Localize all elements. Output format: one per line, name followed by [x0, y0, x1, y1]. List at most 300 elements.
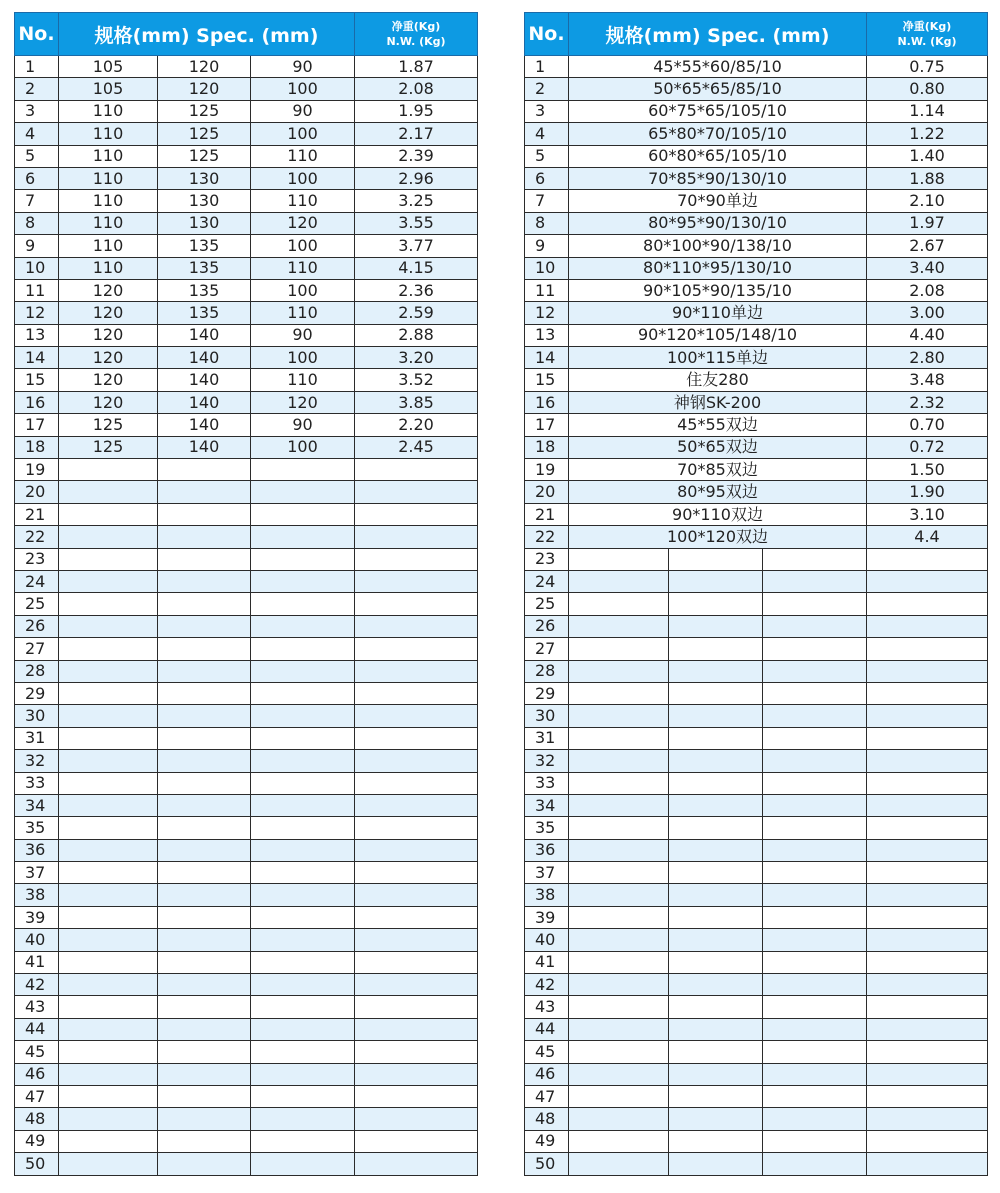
spec-cell-c	[763, 727, 867, 749]
table-row	[15, 302, 478, 324]
spec-length-cell	[251, 705, 355, 727]
net-weight-cell	[355, 906, 478, 928]
spec-outer-diameter-cell	[158, 503, 251, 525]
spec-outer-diameter-cell	[158, 570, 251, 592]
table-row	[15, 167, 478, 189]
row-number-cell: 5	[525, 145, 569, 167]
table-row	[525, 1153, 988, 1175]
spec-cell-b	[669, 884, 763, 906]
row-number-cell: 36	[15, 839, 59, 861]
table-row	[525, 974, 988, 996]
spec-cell-a	[569, 951, 669, 973]
net-weight-cell: 0.75	[867, 56, 988, 78]
spec-outer-diameter-cell	[158, 1085, 251, 1107]
row-number-cell: 2	[525, 78, 569, 100]
table-body	[15, 56, 478, 1176]
spec-outer-diameter-cell	[158, 772, 251, 794]
net-weight-cell	[355, 481, 478, 503]
spec-cell-c	[763, 974, 867, 996]
table-row	[525, 391, 988, 413]
table-row	[15, 570, 478, 592]
row-number-cell: 48	[525, 1108, 569, 1130]
spec-cell-a	[569, 548, 669, 570]
table-row	[15, 794, 478, 816]
spec-cell-c	[763, 638, 867, 660]
row-number-cell: 28	[15, 660, 59, 682]
row-number-cell: 12	[525, 302, 569, 324]
spec-cell-b	[669, 548, 763, 570]
spec-cell-b	[669, 794, 763, 816]
spec-length-cell	[251, 906, 355, 928]
spec-cell-b	[669, 862, 763, 884]
row-number-cell: 14	[15, 347, 59, 369]
row-number-cell: 27	[525, 638, 569, 660]
net-weight-cell	[867, 839, 988, 861]
spec-outer-diameter-cell: 140	[158, 369, 251, 391]
spec-outer-diameter-cell: 140	[158, 391, 251, 413]
spec-cell: 90*120*105/148/10	[569, 324, 867, 346]
table-row	[525, 615, 988, 637]
row-number-cell: 8	[15, 212, 59, 234]
table-row	[525, 459, 988, 481]
header-row	[525, 13, 988, 56]
row-number-cell: 9	[525, 235, 569, 257]
spec-inner-diameter-cell	[59, 638, 158, 660]
table-row	[15, 56, 478, 78]
net-weight-cell	[355, 1063, 478, 1085]
table-row	[525, 503, 988, 525]
table-row	[525, 772, 988, 794]
table-row	[15, 481, 478, 503]
table-row	[15, 436, 478, 458]
row-number-cell: 50	[15, 1153, 59, 1175]
row-number-cell: 21	[525, 503, 569, 525]
row-number-cell: 5	[15, 145, 59, 167]
spec-table-left	[14, 12, 478, 1176]
spec-cell: 90*105*90/135/10	[569, 279, 867, 301]
net-weight-cell: 3.25	[355, 190, 478, 212]
spec-outer-diameter-cell: 140	[158, 324, 251, 346]
net-weight-cell: 1.88	[867, 167, 988, 189]
spec-cell-b	[669, 817, 763, 839]
spec-cell-c	[763, 951, 867, 973]
net-weight-cell	[355, 705, 478, 727]
spec-cell-c	[763, 906, 867, 928]
spec-cell: 50*65双边	[569, 436, 867, 458]
row-number-cell: 47	[525, 1085, 569, 1107]
spec-length-cell	[251, 772, 355, 794]
net-weight-cell	[867, 638, 988, 660]
spec-cell: 神钢SK-200	[569, 391, 867, 413]
row-number-cell: 50	[525, 1153, 569, 1175]
table-row	[15, 279, 478, 301]
table-row	[525, 705, 988, 727]
spec-cell-a	[569, 996, 669, 1018]
spec-length-cell: 110	[251, 257, 355, 279]
row-number-cell: 7	[15, 190, 59, 212]
spec-length-cell	[251, 1041, 355, 1063]
spec-length-cell: 120	[251, 212, 355, 234]
net-weight-cell: 1.50	[867, 459, 988, 481]
net-weight-cell	[355, 817, 478, 839]
net-weight-cell: 2.08	[867, 279, 988, 301]
table-row	[525, 123, 988, 145]
net-weight-cell: 4.4	[867, 526, 988, 548]
row-number-cell: 30	[525, 705, 569, 727]
table-row	[15, 257, 478, 279]
row-number-cell: 33	[525, 772, 569, 794]
spec-length-cell: 90	[251, 324, 355, 346]
table-row	[15, 1153, 478, 1175]
spec-cell: 100*120双边	[569, 526, 867, 548]
spec-inner-diameter-cell	[59, 929, 158, 951]
spec-inner-diameter-cell: 120	[59, 391, 158, 413]
table-row	[525, 1018, 988, 1040]
table-row	[15, 750, 478, 772]
spec-outer-diameter-cell: 125	[158, 123, 251, 145]
spec-cell: 45*55双边	[569, 414, 867, 436]
spec-length-cell	[251, 1130, 355, 1152]
spec-inner-diameter-cell	[59, 1085, 158, 1107]
net-weight-cell: 1.22	[867, 123, 988, 145]
net-weight-cell	[867, 570, 988, 592]
spec-cell-a	[569, 1153, 669, 1175]
table-row	[15, 78, 478, 100]
spec-inner-diameter-cell	[59, 951, 158, 973]
spec-outer-diameter-cell	[158, 1130, 251, 1152]
net-weight-cell	[355, 750, 478, 772]
spec-cell: 80*95双边	[569, 481, 867, 503]
spec-inner-diameter-cell	[59, 1130, 158, 1152]
table-row	[525, 750, 988, 772]
table-row	[15, 615, 478, 637]
spec-inner-diameter-cell	[59, 526, 158, 548]
spec-inner-diameter-cell	[59, 660, 158, 682]
row-number-cell: 43	[525, 996, 569, 1018]
spec-inner-diameter-cell	[59, 1108, 158, 1130]
net-weight-cell: 2.45	[355, 436, 478, 458]
net-weight-cell: 2.67	[867, 235, 988, 257]
spec-outer-diameter-cell	[158, 884, 251, 906]
spec-cell-b	[669, 682, 763, 704]
spec-cell-a	[569, 862, 669, 884]
spec-cell-a	[569, 929, 669, 951]
spec-inner-diameter-cell	[59, 1041, 158, 1063]
spec-cell: 70*85双边	[569, 459, 867, 481]
spec-outer-diameter-cell	[158, 1108, 251, 1130]
table-row	[525, 638, 988, 660]
spec-cell: 80*100*90/138/10	[569, 235, 867, 257]
spec-inner-diameter-cell	[59, 481, 158, 503]
row-number-cell: 26	[15, 615, 59, 637]
table-row	[525, 257, 988, 279]
spec-outer-diameter-cell	[158, 862, 251, 884]
net-weight-cell: 2.80	[867, 347, 988, 369]
spec-length-cell: 100	[251, 235, 355, 257]
spec-inner-diameter-cell	[59, 817, 158, 839]
spec-cell-b	[669, 705, 763, 727]
table-row	[15, 1063, 478, 1085]
spec-length-cell	[251, 817, 355, 839]
spec-cell-a	[569, 570, 669, 592]
table-row	[15, 503, 478, 525]
spec-cell: 70*90单边	[569, 190, 867, 212]
spec-cell-c	[763, 1130, 867, 1152]
spec-inner-diameter-cell	[59, 503, 158, 525]
row-number-cell: 24	[525, 570, 569, 592]
spec-cell-b	[669, 1108, 763, 1130]
row-number-cell: 24	[15, 570, 59, 592]
row-number-cell: 3	[15, 100, 59, 122]
table-row	[15, 951, 478, 973]
spec-cell: 100*115单边	[569, 347, 867, 369]
net-weight-cell	[867, 682, 988, 704]
net-weight-cell	[355, 884, 478, 906]
table-row	[15, 1130, 478, 1152]
net-weight-cell	[355, 929, 478, 951]
spec-cell: 60*80*65/105/10	[569, 145, 867, 167]
table-row	[525, 100, 988, 122]
spec-cell-b	[669, 660, 763, 682]
spec-outer-diameter-cell: 140	[158, 414, 251, 436]
net-weight-cell: 4.15	[355, 257, 478, 279]
spec-cell-b	[669, 750, 763, 772]
spec-outer-diameter-cell	[158, 638, 251, 660]
spec-length-cell: 90	[251, 414, 355, 436]
row-number-cell: 18	[15, 436, 59, 458]
row-number-cell: 34	[15, 794, 59, 816]
spec-length-cell	[251, 727, 355, 749]
net-weight-cell: 2.08	[355, 78, 478, 100]
spec-cell-b	[669, 839, 763, 861]
table-row	[525, 593, 988, 615]
net-weight-cell	[355, 682, 478, 704]
spec-outer-diameter-cell	[158, 929, 251, 951]
spec-cell: 70*85*90/130/10	[569, 167, 867, 189]
net-weight-cell	[867, 906, 988, 928]
row-number-cell: 35	[525, 817, 569, 839]
row-number-cell: 38	[15, 884, 59, 906]
row-number-cell: 29	[15, 682, 59, 704]
spec-length-cell	[251, 750, 355, 772]
table-row	[15, 235, 478, 257]
spec-inner-diameter-cell: 110	[59, 167, 158, 189]
net-weight-cell	[867, 615, 988, 637]
net-weight-cell: 0.70	[867, 414, 988, 436]
spec-cell-a	[569, 705, 669, 727]
row-number-cell: 29	[525, 682, 569, 704]
net-weight-cell	[867, 929, 988, 951]
spec-inner-diameter-cell: 120	[59, 302, 158, 324]
spec-outer-diameter-cell	[158, 1018, 251, 1040]
spec-cell-b	[669, 951, 763, 973]
net-weight-cell	[867, 727, 988, 749]
spec-inner-diameter-cell	[59, 727, 158, 749]
spec-outer-diameter-cell: 130	[158, 167, 251, 189]
net-weight-cell: 1.14	[867, 100, 988, 122]
spec-cell-c	[763, 705, 867, 727]
table-row	[525, 279, 988, 301]
spec-cell: 80*95*90/130/10	[569, 212, 867, 234]
spec-cell: 90*110双边	[569, 503, 867, 525]
spec-inner-diameter-cell: 120	[59, 369, 158, 391]
table-row	[525, 727, 988, 749]
row-number-cell: 28	[525, 660, 569, 682]
row-number-cell: 41	[15, 951, 59, 973]
spec-cell-b	[669, 727, 763, 749]
net-weight-cell: 3.55	[355, 212, 478, 234]
net-weight-cell: 2.39	[355, 145, 478, 167]
spec-inner-diameter-cell	[59, 548, 158, 570]
spec-outer-diameter-cell	[158, 593, 251, 615]
net-weight-cell	[867, 1041, 988, 1063]
spec-cell-a	[569, 593, 669, 615]
spec-cell-b	[669, 1063, 763, 1085]
table-row	[525, 347, 988, 369]
net-weight-cell	[355, 526, 478, 548]
net-weight-cell: 2.36	[355, 279, 478, 301]
spec-outer-diameter-cell	[158, 794, 251, 816]
net-weight-cell: 2.59	[355, 302, 478, 324]
net-weight-cell	[355, 1153, 478, 1175]
spec-length-cell	[251, 996, 355, 1018]
table-row	[525, 1063, 988, 1085]
row-number-cell: 23	[15, 548, 59, 570]
table-row	[15, 593, 478, 615]
table-row	[15, 705, 478, 727]
spec-outer-diameter-cell	[158, 705, 251, 727]
spec-length-cell: 100	[251, 436, 355, 458]
net-weight-cell: 3.77	[355, 235, 478, 257]
net-weight-cell	[867, 1108, 988, 1130]
table-row	[15, 839, 478, 861]
spec-length-cell	[251, 794, 355, 816]
row-number-cell: 22	[525, 526, 569, 548]
row-number-cell: 32	[525, 750, 569, 772]
table-row	[15, 347, 478, 369]
spec-outer-diameter-cell	[158, 526, 251, 548]
spec-length-cell: 100	[251, 123, 355, 145]
table-row	[525, 1085, 988, 1107]
spec-cell-a	[569, 1063, 669, 1085]
net-weight-cell	[355, 794, 478, 816]
spec-cell-c	[763, 794, 867, 816]
no-header: No.	[15, 13, 59, 56]
row-number-cell: 39	[525, 906, 569, 928]
spec-outer-diameter-cell: 135	[158, 302, 251, 324]
row-number-cell: 31	[525, 727, 569, 749]
spec-outer-diameter-cell: 130	[158, 190, 251, 212]
spec-inner-diameter-cell	[59, 1063, 158, 1085]
row-number-cell: 9	[15, 235, 59, 257]
row-number-cell: 43	[15, 996, 59, 1018]
row-number-cell: 23	[525, 548, 569, 570]
header-row	[15, 13, 478, 56]
table-row	[525, 682, 988, 704]
net-weight-cell: 0.80	[867, 78, 988, 100]
row-number-cell: 12	[15, 302, 59, 324]
net-weight-cell: 2.96	[355, 167, 478, 189]
spec-outer-diameter-cell: 130	[158, 212, 251, 234]
net-weight-cell	[355, 772, 478, 794]
spec-length-cell: 100	[251, 347, 355, 369]
spec-outer-diameter-cell	[158, 481, 251, 503]
row-number-cell: 13	[15, 324, 59, 346]
spec-cell-c	[763, 996, 867, 1018]
spec-inner-diameter-cell	[59, 682, 158, 704]
spec-cell-c	[763, 1041, 867, 1063]
table-row	[525, 436, 988, 458]
table-row	[525, 660, 988, 682]
spec-inner-diameter-cell	[59, 615, 158, 637]
row-number-cell: 17	[15, 414, 59, 436]
spec-cell-a	[569, 1041, 669, 1063]
row-number-cell: 6	[15, 167, 59, 189]
net-weight-cell	[355, 660, 478, 682]
row-number-cell: 31	[15, 727, 59, 749]
table-row	[525, 884, 988, 906]
table-row	[15, 682, 478, 704]
spec-inner-diameter-cell: 110	[59, 190, 158, 212]
net-weight-cell	[867, 593, 988, 615]
row-number-cell: 36	[525, 839, 569, 861]
table-row	[15, 817, 478, 839]
spec-inner-diameter-cell: 125	[59, 436, 158, 458]
net-weight-cell: 2.32	[867, 391, 988, 413]
table-row	[15, 727, 478, 749]
row-number-cell: 6	[525, 167, 569, 189]
net-weight-cell	[867, 750, 988, 772]
row-number-cell: 45	[525, 1041, 569, 1063]
spec-outer-diameter-cell	[158, 682, 251, 704]
table-row	[15, 906, 478, 928]
table-row	[525, 78, 988, 100]
row-number-cell: 7	[525, 190, 569, 212]
table-row	[15, 638, 478, 660]
table-row	[525, 570, 988, 592]
row-number-cell: 44	[15, 1018, 59, 1040]
spec-cell-a	[569, 974, 669, 996]
table-row	[525, 302, 988, 324]
row-number-cell: 25	[15, 593, 59, 615]
net-weight-cell	[355, 727, 478, 749]
table-row	[525, 862, 988, 884]
spec-cell-a	[569, 615, 669, 637]
net-weight-cell: 3.00	[867, 302, 988, 324]
spec-cell-b	[669, 1085, 763, 1107]
table-row	[15, 1108, 478, 1130]
row-number-cell: 18	[525, 436, 569, 458]
table-row	[525, 235, 988, 257]
row-number-cell: 26	[525, 615, 569, 637]
row-number-cell: 45	[15, 1041, 59, 1063]
spec-inner-diameter-cell	[59, 705, 158, 727]
table-row	[525, 167, 988, 189]
spec-length-cell: 100	[251, 279, 355, 301]
spec-inner-diameter-cell	[59, 884, 158, 906]
spec-inner-diameter-cell	[59, 862, 158, 884]
spec-inner-diameter-cell	[59, 1153, 158, 1175]
spec-cell-b	[669, 974, 763, 996]
spec-header: 规格(mm) Spec. (mm)	[59, 13, 355, 56]
spec-length-cell: 120	[251, 391, 355, 413]
row-number-cell: 40	[525, 929, 569, 951]
row-number-cell: 8	[525, 212, 569, 234]
spec-length-cell: 110	[251, 145, 355, 167]
spec-cell-c	[763, 929, 867, 951]
net-weight-cell	[355, 638, 478, 660]
row-number-cell: 11	[525, 279, 569, 301]
